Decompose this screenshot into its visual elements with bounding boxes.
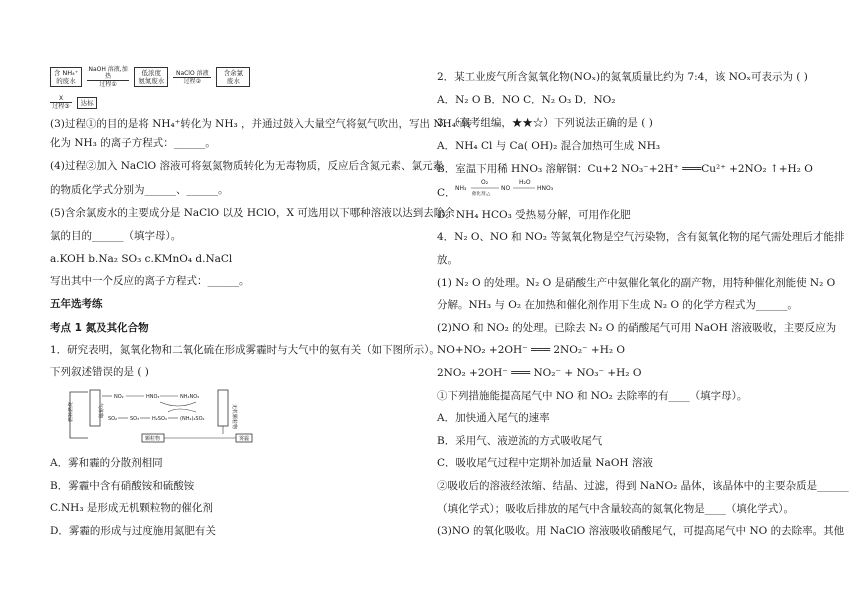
question-3-option-d: D．NH₄ HCO₃ 受热易分解，可用作化肥 [437, 209, 631, 221]
question-4-part1-line2: 分解。NH₃ 与 O₂ 在加热和催化剂作用下生成 N₂ O 的化学方程式为______。 [437, 299, 798, 311]
question-4-stem-line2: 放。 [437, 254, 458, 266]
diagram-nh4no3: NH₄NO₃ [180, 394, 200, 400]
question-3-part4-line2: 的物质化学式分别为______、______。 [50, 184, 229, 196]
question-1-line1: 1．研究表明，氮氧化物和二氧化硫在形成雾霾时与大气中的氨有关（如下图所示）。 [50, 344, 440, 356]
question-4-part1-line1: (1) N₂ O 的处理。N₂ O 是硝酸生产中氨催化氧化的副产物，用特种催化剂能使 N₂ O [437, 277, 836, 289]
question-3-stem: 3．（高考组编，★★☆）下列说法正确的是 ( ) [437, 117, 653, 129]
diagram-h2so4: H₂SO₄ [152, 416, 167, 422]
flow-arrow-2: NaClO 溶液 过程② [173, 70, 211, 85]
question-4-equation-2: 2NO₂ +2OH⁻ ═══ NO₂⁻ + NO₃⁻ +H₂ O [437, 367, 642, 379]
question-4-stem-line1: 4．N₂ O、NO 和 NO₂ 等氮氧化物是空气污染物，含有氮氧化物的尾气需处理后才能排 [437, 231, 845, 243]
flow-box-standard: 达标 [77, 97, 97, 109]
reaction-no: NO [501, 185, 511, 192]
question-3-part5-options: a.KOH b.Na₂ SO₃ c.KMnO₄ d.NaCl [50, 253, 233, 265]
question-1-option-b: B．雾霾中含有硝酸铵和硫酸铵 [50, 480, 195, 492]
reaction-o2: O₂ [481, 179, 489, 186]
question-3-part5-line2: 氯的目的______（填字母）。 [50, 230, 182, 242]
diagram-so3: SO₃ [130, 416, 140, 422]
diagram-no2: NO₂ [114, 394, 124, 400]
question-4-part2-q2-line1: ②吸收后的溶液经浓缩、结晶、过滤，得到 NaNO₂ 晶体，该晶体中的主要杂质是______ [437, 480, 849, 492]
question-3-option-a: A．NH₄ Cl 与 Ca( OH)₂ 混合加热可生成 NH₃ [437, 140, 661, 152]
question-3-option-c-reaction [455, 179, 565, 197]
question-4-part2-q2-line2: （填化学式）；吸收后排放的尾气中含量较高的氮氧化物是____（填化学式）。 [437, 503, 794, 515]
reaction-nh3: NH₃ [455, 185, 467, 192]
question-3-option-b: B．室温下用稀 HNO₃ 溶解铜：Cu+2 NO₃⁻+2H⁺ ═══Cu²⁺ +2NO₂ ↑+H₂ O [437, 163, 813, 175]
question-2-stem: 2．某工业废气所含氮氧化物(NOₓ)的氮氧质量比约为 7:4，该 NOₓ可表示为 ( ) [437, 71, 808, 83]
question-3-part5-equation: 写出其中一个反应的离子方程式：______。 [50, 275, 250, 287]
question-1-option-c: C.NH₃ 是形成无机颗粒物的催化剂 [50, 502, 213, 514]
flow-arrow-1: NaOH 溶液,加热 过程① [88, 66, 128, 88]
point-title: 考点 1 氮及其化合物 [50, 322, 149, 334]
reaction-h2o: H₂O [519, 179, 531, 186]
process-flow-continue [50, 92, 97, 111]
reaction-catalyst: 催化剂,△ [472, 192, 491, 197]
question-3-part3-line2: 化为 NH₃ 的离子方程式：______。 [50, 137, 216, 149]
question-4-equation-1: NO+NO₂ +2OH⁻ ═══ 2NO₂⁻ +H₂ O [437, 344, 626, 356]
reaction-hno3: HNO₃ [537, 185, 554, 192]
diagram-particle: 颗粒物 [145, 436, 161, 442]
question-1-option-d: D．雾霾的形成与过度施用氮肥有关 [50, 525, 216, 537]
diagram-inorganic: 无机颗粒物 [231, 404, 237, 430]
haze-formation-diagram [68, 388, 258, 446]
question-4-part2-option-a: A．加快通入尾气的速率 [437, 412, 550, 424]
question-4-part2-option-b: B．采用气、液逆流的方式吸收尾气 [437, 435, 603, 447]
question-4-part2-option-c: C．吸收尾气过程中定期补加适量 NaOH 溶液 [437, 457, 653, 469]
question-1-option-a: A．雾和霾的分散剂相同 [50, 457, 163, 469]
diagram-gas: 气体物 [97, 403, 103, 419]
question-2-options: A．N₂ O B．NO C．N₂ O₃ D．NO₂ [437, 94, 616, 106]
diagram-nh42so4: (NH₄)₂SO₄ [180, 416, 205, 422]
diagram-fuel: 燃料燃烧 [68, 401, 74, 422]
diagram-hno3: HNO₃ [146, 394, 160, 400]
question-3-part4-line1: (4)过程②加入 NaClO 溶液可将氨氮物质转化为无毒物质，反应后含氮元素、氯元素 [50, 160, 443, 172]
question-1-line2: 下列叙述错误的是 ( ) [50, 366, 149, 378]
section-title: 五年选考练 [50, 298, 103, 310]
diagram-so2: SO₂ [108, 416, 118, 422]
diagram-haze: 雾霾 [239, 436, 250, 442]
flow-box-low-ammonia: 低浓度 氨氮废水 [134, 67, 168, 87]
question-4-part2-q1: ①下列措施能提高尾气中 NO 和 NO₂ 去除率的有____（填字母）。 [437, 390, 748, 402]
flow-box-residual-chlorine: 含余氯 废水 [216, 67, 250, 87]
question-4-part2-line1: (2)NO 和 NO₂ 的处理。已除去 N₂ O 的硝酸尾气可用 NaOH 溶液吸收，主要反应为 [437, 322, 837, 334]
question-3-part5-line1: (5)含余氯废水的主要成分是 NaClO 以及 HClO，X 可选用以下哪种溶液以达到去除余 [50, 207, 455, 219]
question-4-part3-line1: (3)NO 的氧化吸收。用 NaClO 溶液吸收硝酸尾气，可提高尾气中 NO 的去除率。其他 [437, 525, 845, 537]
question-3-part3-line1: (3)过程①的目的是将 NH₄⁺转化为 NH₃ ，并通过鼓入大量空气将氨气吹出，写出 NH₄⁺转 [50, 118, 472, 130]
process-flow-diagram [50, 66, 250, 92]
flow-box-ammonium-wastewater: 含 NH₄⁺ 的废水 [50, 67, 82, 87]
question-3-option-c-label: C． [437, 187, 456, 199]
flow-arrow-3: X 过程③ [50, 95, 72, 110]
